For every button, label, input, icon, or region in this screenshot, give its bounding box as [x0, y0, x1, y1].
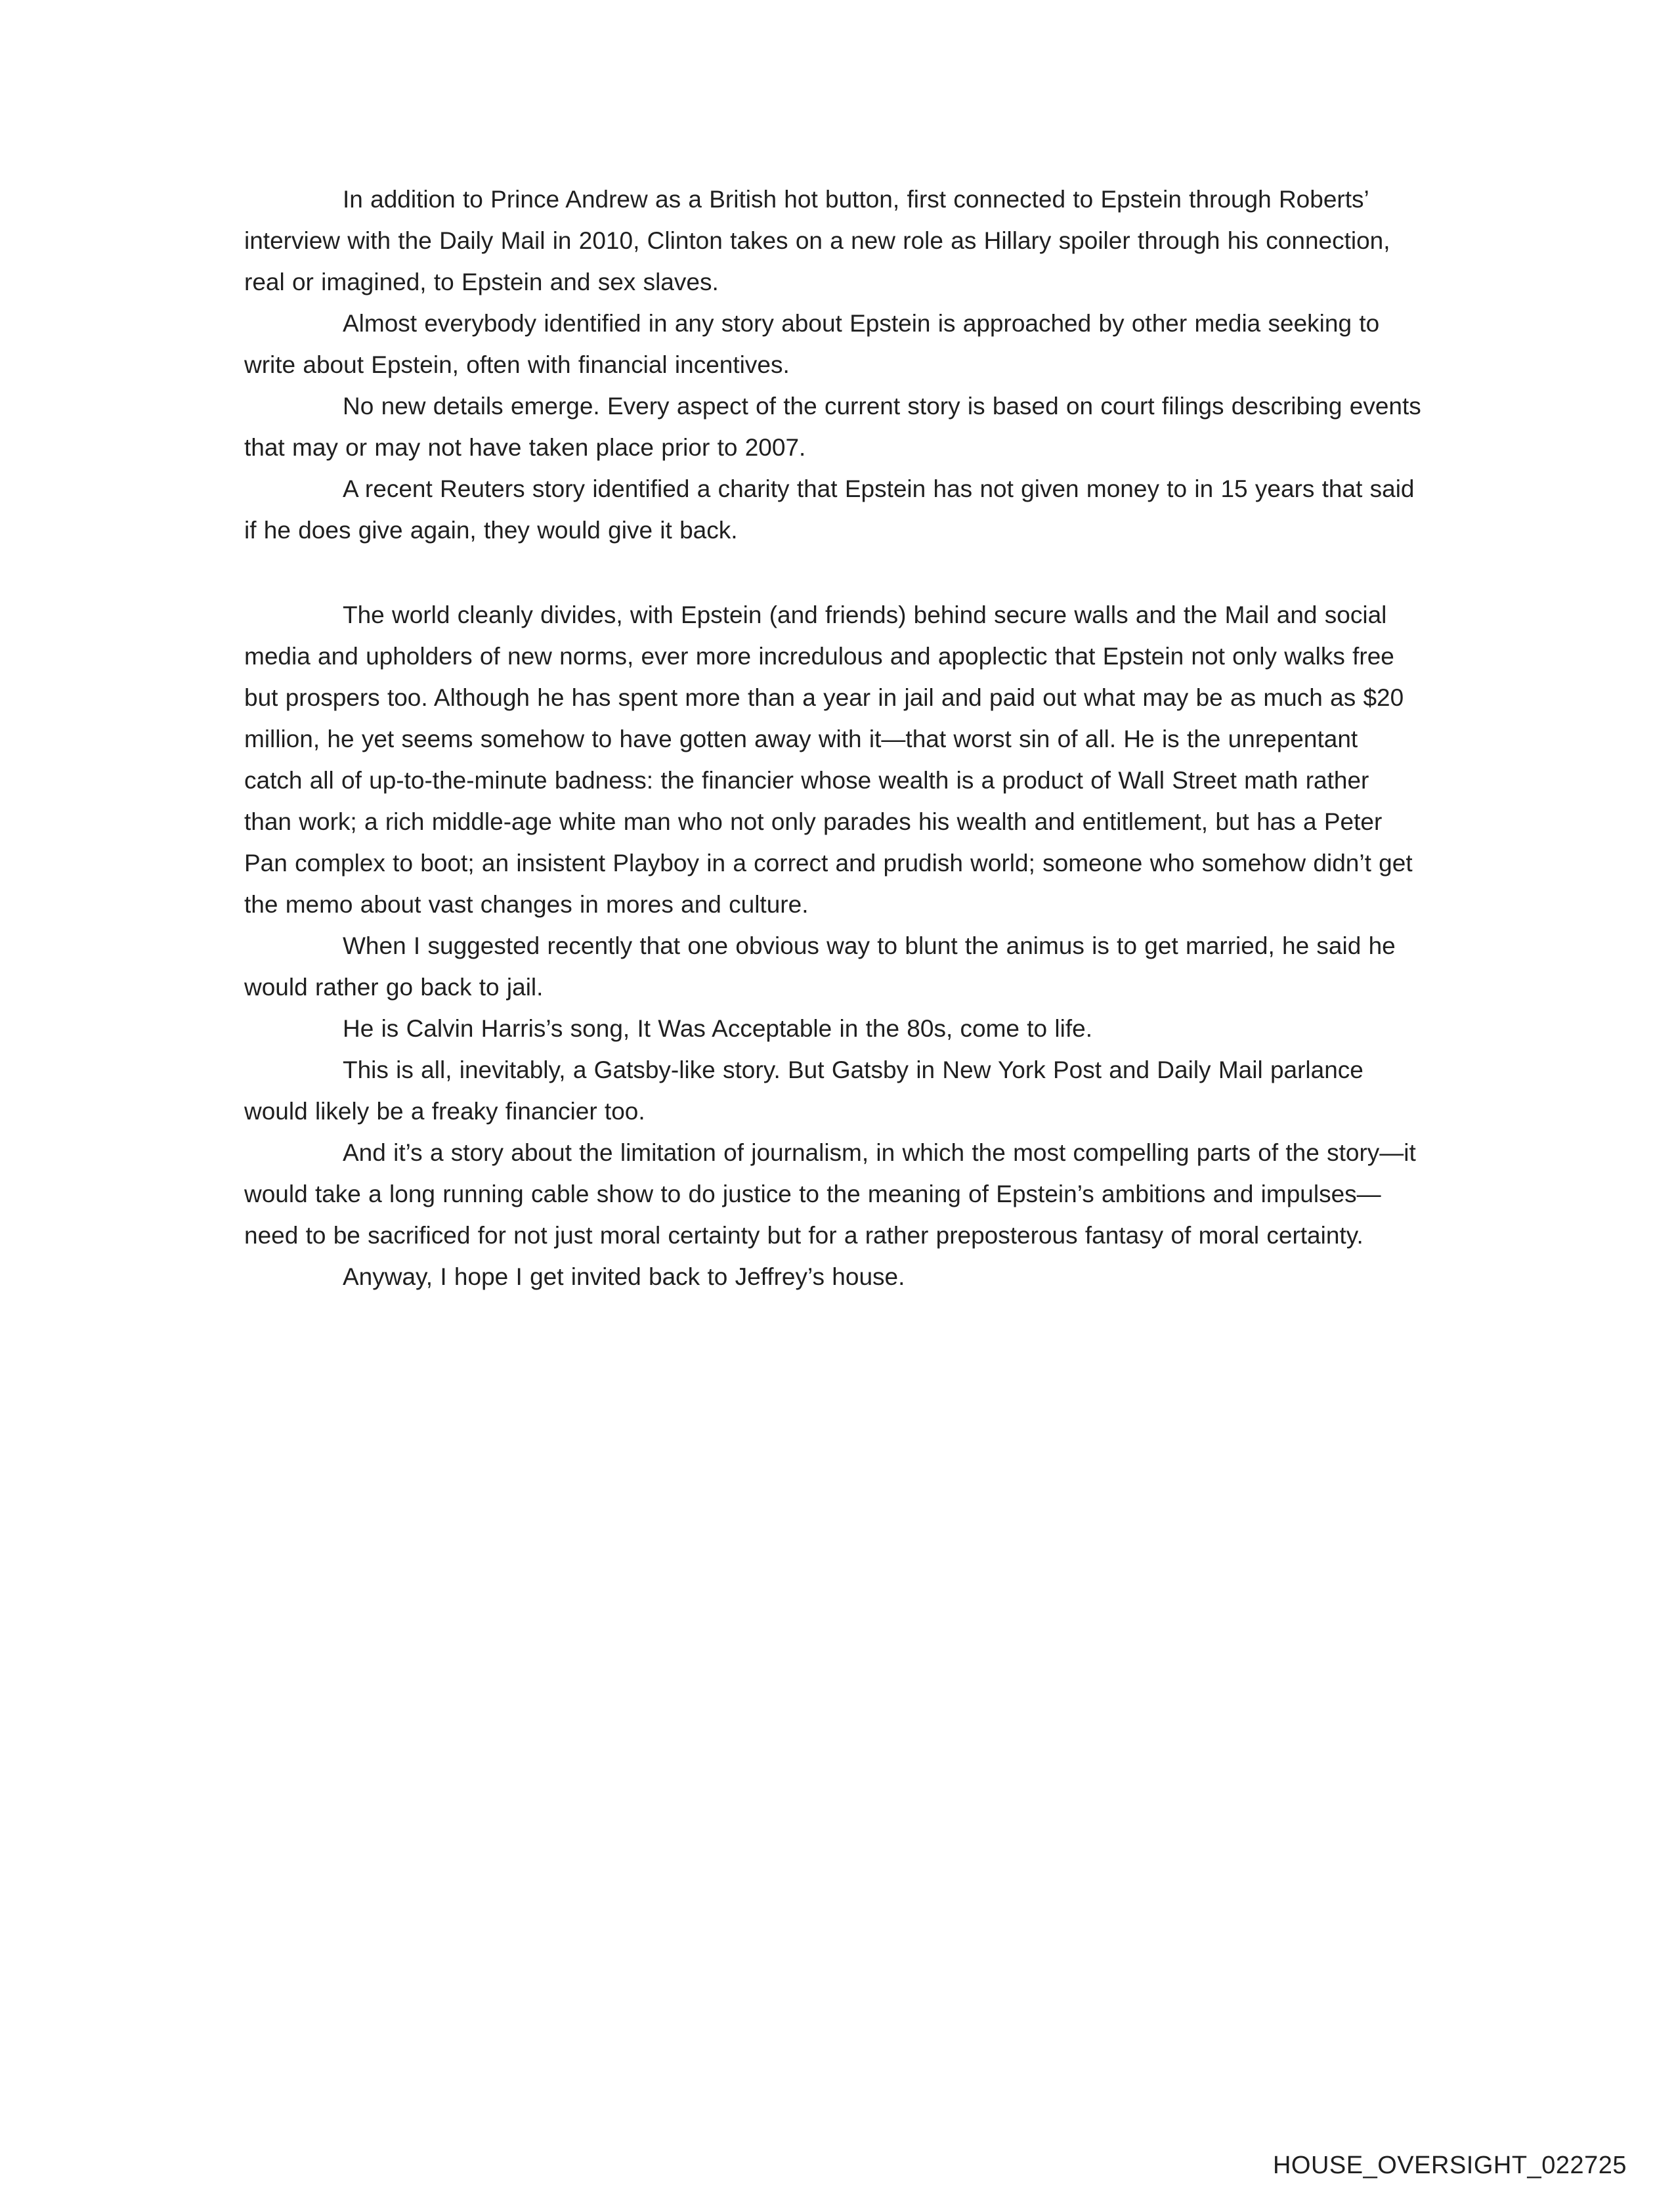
- paragraph: When I suggested recently that one obvious way to blunt the animus is to get married, he said he would rather go back to jail.: [244, 932, 1396, 1001]
- paragraph: Anyway, I hope I get invited back to Jeffrey’s house.: [343, 1263, 905, 1290]
- paragraph: A recent Reuters story identified a charity that Epstein has not given money to in 15 years that said if he does give again, they would give it back.: [244, 475, 1415, 544]
- paragraph: In addition to Prince Andrew as a British hot button, first connected to Epstein through Roberts’ interview with the Daily Mail in 2010, Clinton takes on a new role as Hillary spoiler through his connection, real or imagined, to Epstein and sex slaves.: [244, 186, 1390, 295]
- paragraph: And it’s a story about the limitation of journalism, in which the most compelling parts of the story—it would take a long running cable show to do justice to the meaning of Epstein’s ambitions and impulses—need to be sacrificed for not just moral certainty but for a rather preposterous fantasy of moral certainty.: [244, 1139, 1416, 1249]
- paragraph: Almost everybody identified in any story about Epstein is approached by other media seeking to write about Epstein, often with financial incentives.: [244, 310, 1380, 378]
- paragraph: This is all, inevitably, a Gatsby-like story. But Gatsby in New York Post and Daily Mail parlance would likely be a freaky financier too.: [244, 1056, 1363, 1125]
- bates-number: HOUSE_OVERSIGHT_022725: [1272, 2152, 1627, 2179]
- text-content: [244, 179, 1423, 1297]
- paragraph: The world cleanly divides, with Epstein (and friends) behind secure walls and the Mail and social media and upholders of new norms, ever more incredulous and apoplectic that Epstein not only walks free but prospers too. Although he has spent more than a year in jail and paid out what may be as much as $20 million, he yet seems somehow to have gotten away with it—that worst sin of all. He is the unrepentant catch all of up-to-the-minute badness: the financier whose wealth is a product of Wall Street math rather than work; a rich middle-age white man who not only parades his wealth and entitlement, but has a Peter Pan complex to boot; an insistent Playboy in a correct and prudish world; someone who somehow didn’t get the memo about vast changes in mores and culture.: [244, 601, 1413, 918]
- paragraph: No new details emerge. Every aspect of the current story is based on court filings describing events that may or may not have taken place prior to 2007.: [244, 393, 1421, 461]
- paragraph: He is Calvin Harris’s song, It Was Acceptable in the 80s, come to life.: [343, 1015, 1092, 1042]
